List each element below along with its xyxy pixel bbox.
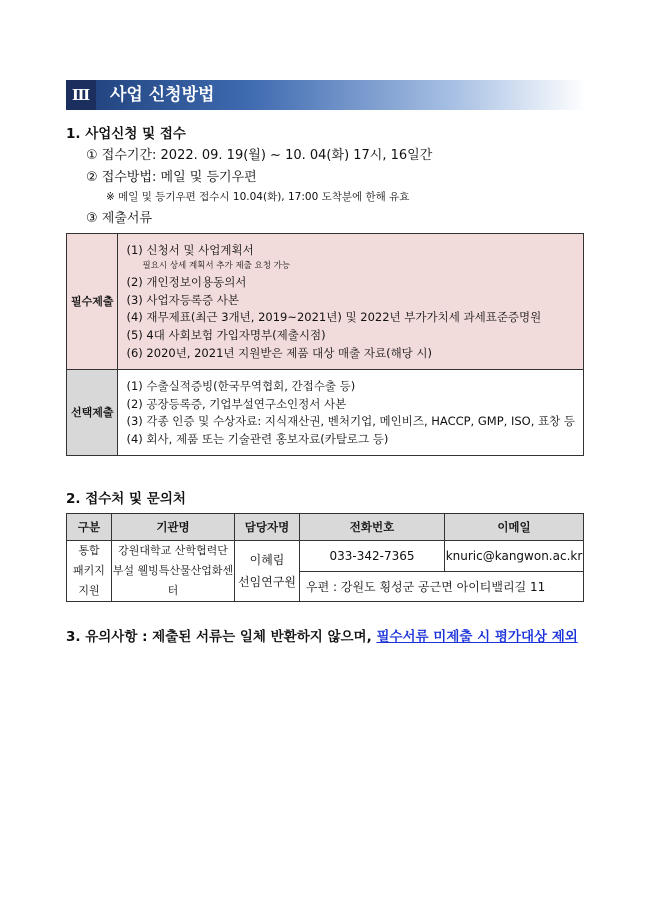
cell-manager bbox=[235, 541, 300, 602]
org-line: 부설 웰빙특산물산업화센터 bbox=[112, 564, 234, 597]
required-item: (6) 2020년, 2021년 지원받은 제품 대상 매출 자료(해당 시) bbox=[126, 345, 433, 360]
col-header-type: 구분 bbox=[67, 514, 112, 541]
required-row bbox=[67, 234, 584, 370]
col-header-org: 기관명 bbox=[112, 514, 235, 541]
documents-table bbox=[66, 233, 584, 456]
cell-phone[interactable]: 033-342-7365 bbox=[300, 541, 445, 572]
required-item: (5) 4대 사회보험 가입자명부(제출시점) bbox=[126, 328, 326, 343]
optional-row bbox=[67, 369, 584, 455]
col-header-email: 이메일 bbox=[445, 514, 584, 541]
item-period: ① 접수기간: 2022. 09. 19(월) ~ 10. 04(화) 17시, 16일간 bbox=[86, 148, 433, 163]
cell-address: 우편 : 강원도 횡성군 공근면 아이티밸리길 11 bbox=[300, 571, 584, 602]
optional-list bbox=[118, 369, 584, 455]
notice-highlight: 필수서류 미제출 시 평가대상 제외 bbox=[376, 629, 578, 645]
optional-item: (3) 각종 인증 및 수상자료: 지식재산권, 벤처기업, 메인비즈, HACCP, GMP, ISO, 표창 등 bbox=[126, 414, 575, 429]
col-header-manager: 담당자명 bbox=[235, 514, 300, 541]
col-header-phone: 전화번호 bbox=[300, 514, 445, 541]
required-subnote: 필요시 상세 계획서 추가 제출 요청 가능 bbox=[142, 260, 291, 271]
optional-label: 선택제출 bbox=[67, 369, 118, 455]
required-list bbox=[118, 234, 584, 370]
required-item: (4) 재무제표(최근 3개년, 2019~2021년) 및 2022년 부가가치세 과세표준증명원 bbox=[126, 310, 542, 325]
optional-item: (1) 수출실적증빙(한국무역협회, 간접수출 등) bbox=[126, 378, 356, 393]
optional-item: (4) 회사, 제품 또는 기술관련 홍보자료(카탈로그 등) bbox=[126, 432, 389, 447]
cell-type bbox=[67, 541, 112, 602]
optional-item: (2) 공장등록증, 기업부설연구소인정서 사본 bbox=[126, 396, 347, 411]
contact-header-row bbox=[67, 514, 584, 541]
manager-title: 선임연구원 bbox=[238, 575, 296, 589]
required-label: 필수제출 bbox=[67, 234, 118, 370]
manager-name: 이혜림 bbox=[249, 553, 285, 567]
required-item: (1) 신청서 및 사업계획서 bbox=[126, 243, 254, 257]
section-title: 사업 신청방법 bbox=[110, 85, 215, 105]
contact-table bbox=[66, 513, 584, 602]
heading-application: 1. 사업신청 및 접수 bbox=[66, 126, 186, 142]
type-line: 통합 bbox=[78, 544, 100, 557]
org-line: 강원대학교 산학협력단 bbox=[118, 544, 228, 557]
heading-contact: 2. 접수처 및 문의처 bbox=[66, 491, 186, 507]
section-number: Ⅲ bbox=[66, 80, 96, 110]
method-note: ※ 메일 및 등기우편 접수시 10.04(화), 17:00 도착분에 한해 유효 bbox=[106, 191, 410, 203]
item-documents: ③ 제출서류 bbox=[86, 211, 153, 226]
type-line: 패키지 bbox=[73, 564, 105, 577]
required-item: (2) 개인정보이용동의서 bbox=[126, 274, 247, 289]
notice-line bbox=[66, 625, 578, 645]
item-method: ② 접수방법: 메일 및 등기우편 bbox=[86, 170, 257, 185]
required-item: (3) 사업자등록증 사본 bbox=[126, 292, 239, 307]
cell-email[interactable]: knuric@kangwon.ac.kr bbox=[445, 541, 584, 572]
contact-row bbox=[67, 541, 584, 572]
type-line: 지원 bbox=[78, 584, 100, 597]
notice-text: 3. 유의사항 : 제출된 서류는 일체 반환하지 않으며, bbox=[66, 629, 377, 645]
cell-org bbox=[112, 541, 235, 602]
